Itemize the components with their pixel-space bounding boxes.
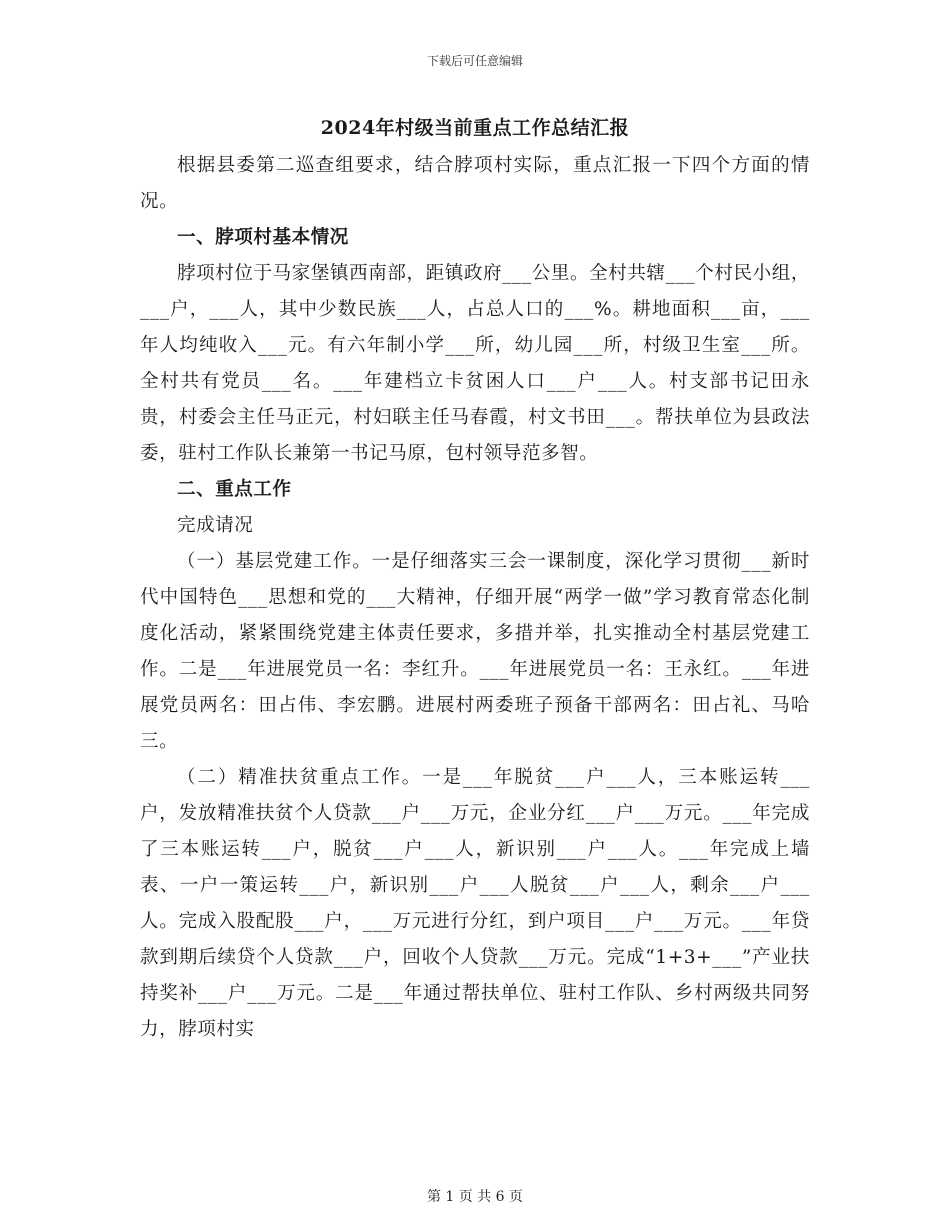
section-heading-key-work: 二、重点工作 <box>177 479 292 500</box>
section-heading-basic-info: 一、脖项村基本情况 <box>177 227 349 248</box>
party-building-paragraph: （一）基层党建工作。一是仔细落实三会一课制度，深化学习贯彻___新时代中国特色___思想和党的___大精神，仔细开展“两学一做”学习教育常态化制度化活动，紧紧围绕党建主体责任要求，多措并举，扎实推动全村基层党建工作。二是___年进展党员一名：李红升。___年进展党员一名：王永红。___年进展党员两名：田占伟、李宏鹏。进展村两委班子预备干部两名：田占礼、马哈三。 <box>140 551 810 752</box>
basic-info-paragraph: 脖项村位于马家堡镇西南部，距镇政府___公里。全村共辖___个村民小组，___户，___人，其中少数民族___人，占总人口的___%。耕地面积___亩，___年人均纯收入___元。有六年制小学___所，幼儿园___所，村级卫生室___所。全村共有党员___名。___年建档立卡贫困人口___户___人。村支部书记田永贵，村委会主任马正元，村妇联主任马春霞，村文书田___。帮扶单位为县政法委，驻村工作队长兼第一书记马原，包村领导范多智。 <box>140 263 810 464</box>
intro-paragraph: 根据县委第二巡查组要求，结合脖项村实际，重点汇报一下四个方面的情况。 <box>140 155 810 212</box>
document-body <box>140 110 810 1048</box>
completion-subheading: 完成请况 <box>177 515 254 536</box>
poverty-alleviation-paragraph: （二）精准扶贫重点工作。一是___年脱贫___户___人，三本账运转___户，发放精准扶贫个人贷款___户___万元，企业分红___户___万元。___年完成了三本账运转___户，脱贫___户___人，新识别___户___人。___年完成上墙表、一户一策运转___户，新识别___户___人脱贫___户___人，剩余___户___人。完成入股配股___户，___万元进行分红，到户项目___户___万元。___年贷款到期后续贷个人贷款___户，回收个人贷款___万元。完成“1+3+___”产业扶持奖补___户___万元。二是___年通过帮扶单位、驻村工作队、乡村两级共同努力，脖项村实 <box>140 767 810 1040</box>
page-number: 第 1 页 共 6 页 <box>426 1189 524 1205</box>
header-note: 下载后可任意编辑 <box>426 54 523 68</box>
document-title: 2024年村级当前重点工作总结汇报 <box>320 117 630 139</box>
